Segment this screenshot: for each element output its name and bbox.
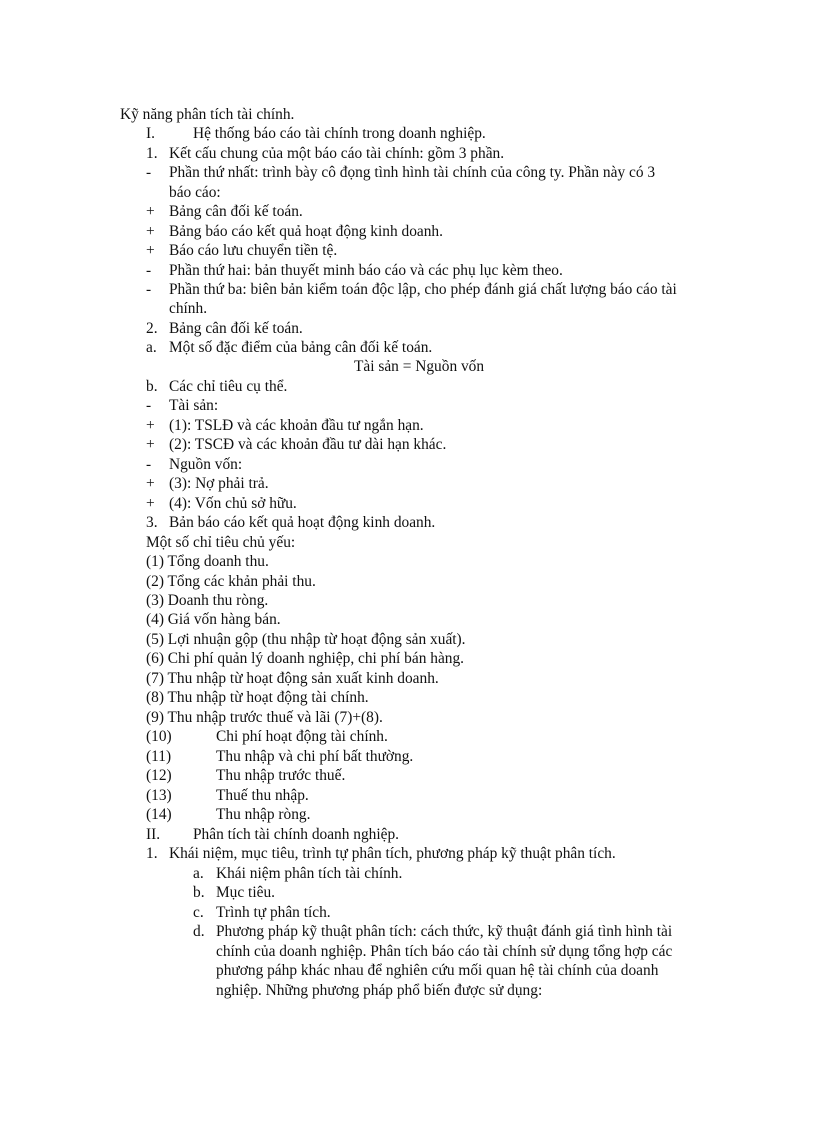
list-marker: c. bbox=[193, 904, 204, 921]
list-text: Bản báo cáo kết quả hoạt động kinh doanh. bbox=[169, 514, 436, 531]
indicator-line bbox=[146, 630, 466, 650]
list-text: (3): Nợ phải trả. bbox=[169, 475, 269, 492]
indicator-number: (12) bbox=[146, 767, 172, 784]
list-text: Tài sản: bbox=[169, 397, 219, 414]
balance-equation bbox=[354, 357, 484, 377]
list-text: (2): TSCĐ và các khoản đầu tư dài hạn khác. bbox=[169, 436, 447, 453]
indicator-line bbox=[146, 649, 464, 669]
sub-item-d-continuation bbox=[216, 981, 542, 1001]
list-text: chính của doanh nghiệp. Phân tích báo cáo tài chính sử dụng tổng hợp các bbox=[216, 943, 673, 960]
heading-text: Một số chỉ tiêu chủ yếu: bbox=[146, 534, 296, 551]
dash-marker: - bbox=[146, 281, 152, 298]
plus-marker: + bbox=[146, 223, 155, 240]
indicator-text: (8) Thu nhập từ hoạt động tài chính. bbox=[146, 689, 369, 706]
section-marker: II. bbox=[146, 826, 161, 843]
list-text: (1): TSLĐ và các khoản đầu tư ngắn hạn. bbox=[169, 417, 424, 434]
indicator-text: (7) Thu nhập từ hoạt động sản xuất kinh doanh. bbox=[146, 670, 439, 687]
list-marker: 1. bbox=[146, 845, 158, 862]
indicator-text: (9) Thu nhập trước thuế và lãi (7)+(8). bbox=[146, 709, 383, 726]
indicator-text: Thu nhập trước thuế. bbox=[216, 767, 346, 784]
indicator-number: (11) bbox=[146, 748, 172, 765]
indicator-text: (1) Tổng doanh thu. bbox=[146, 553, 269, 570]
indicator-text: (6) Chi phí quản lý doanh nghiệp, chi phí bán hàng. bbox=[146, 650, 465, 667]
list-marker: b. bbox=[193, 884, 205, 901]
list-text: Bảng cân đối kế toán. bbox=[169, 203, 303, 220]
list-marker: 1. bbox=[146, 145, 158, 162]
dash-marker: - bbox=[146, 262, 152, 279]
indicator-line bbox=[146, 708, 383, 728]
sub-item-d-continuation bbox=[216, 961, 658, 981]
section-marker: I. bbox=[146, 125, 155, 142]
indicator-line bbox=[146, 610, 281, 630]
plus-marker: + bbox=[146, 417, 155, 434]
section-text: Phân tích tài chính doanh nghiệp. bbox=[193, 826, 400, 843]
indicator-text: Thu nhập ròng. bbox=[216, 806, 311, 823]
dash-marker: - bbox=[146, 456, 152, 473]
plus-marker: + bbox=[146, 475, 155, 492]
equation-text: Tài sản = Nguồn vốn bbox=[354, 358, 485, 375]
list-text: Nguồn vốn: bbox=[169, 456, 243, 473]
list-text: Phần thứ ba: biên bản kiểm toán độc lập, cho phép đánh giá chất lượng báo cáo tài bbox=[169, 281, 677, 298]
list-marker: a. bbox=[193, 865, 204, 882]
sub-item-d-continuation bbox=[216, 942, 672, 962]
list-text: nghiệp. Những phương pháp phổ biến được sử dụng: bbox=[216, 982, 543, 999]
indicators-heading bbox=[146, 533, 295, 553]
indicator-line bbox=[146, 688, 369, 708]
list-text: Trình tự phân tích. bbox=[216, 904, 331, 921]
list-marker: 2. bbox=[146, 320, 158, 337]
indicator-text: Thu nhập và chi phí bất thường. bbox=[216, 748, 414, 765]
list-text: báo cáo: bbox=[169, 184, 221, 201]
list-text: Phần thứ hai: bản thuyết minh báo cáo và các phụ lục kèm theo. bbox=[169, 262, 563, 279]
dash-marker: - bbox=[146, 164, 152, 181]
indicator-line bbox=[146, 552, 269, 572]
indicator-text: (4) Giá vốn hàng bán. bbox=[146, 611, 281, 628]
indicator-line bbox=[146, 572, 316, 592]
list-text: Khái niệm, mục tiêu, trình tự phân tích, phương pháp kỹ thuật phân tích. bbox=[169, 845, 616, 862]
list-text: Một số đặc điểm của bảng cân đối kế toán. bbox=[169, 339, 433, 356]
list-text: Phương pháp kỹ thuật phân tích: cách thức, kỹ thuật đánh giá tình hình tài bbox=[216, 923, 673, 940]
list-text: phương páhp khác nhau để nghiên cứu mối quan hệ tài chính của doanh bbox=[216, 962, 659, 979]
dash-marker: - bbox=[146, 397, 152, 414]
list-text: Bảng cân đối kế toán. bbox=[169, 320, 303, 337]
indicator-number: (14) bbox=[146, 806, 172, 823]
indicator-line bbox=[146, 669, 439, 689]
list-text: Các chỉ tiêu cụ thể. bbox=[169, 378, 288, 395]
plus-marker: + bbox=[146, 242, 155, 259]
list-text: chính. bbox=[169, 300, 208, 317]
plus-marker: + bbox=[146, 203, 155, 220]
list-text: Khái niệm phân tích tài chính. bbox=[216, 865, 403, 882]
plus-marker: + bbox=[146, 495, 155, 512]
indicator-text: (2) Tổng các khản phải thu. bbox=[146, 573, 316, 590]
list-text: Báo cáo lưu chuyển tiền tệ. bbox=[169, 242, 338, 259]
plus-marker: + bbox=[146, 436, 155, 453]
list-marker: 3. bbox=[146, 514, 158, 531]
list-text: Bảng báo cáo kết quả hoạt động kinh doanh. bbox=[169, 223, 443, 240]
list-text: Phần thứ nhất: trình bày cô đọng tình hình tài chính của công ty. Phần này có 3 bbox=[169, 164, 656, 181]
section-text: Hệ thống báo cáo tài chính trong doanh nghiệp. bbox=[193, 125, 486, 142]
list-marker: a. bbox=[146, 339, 157, 356]
list-marker: b. bbox=[146, 378, 158, 395]
list-marker: d. bbox=[193, 923, 205, 940]
list-text: Mục tiêu. bbox=[216, 884, 275, 901]
indicator-number: (10) bbox=[146, 728, 172, 745]
indicator-text: (5) Lợi nhuận gộp (thu nhập từ hoạt động sản xuất). bbox=[146, 631, 466, 648]
indicator-text: (3) Doanh thu ròng. bbox=[146, 592, 269, 609]
list-text: (4): Vốn chủ sở hữu. bbox=[169, 495, 297, 512]
document-title bbox=[120, 105, 294, 125]
indicator-text: Chi phí hoạt động tài chính. bbox=[216, 728, 388, 745]
indicator-text: Thuế thu nhập. bbox=[216, 787, 309, 804]
list-text: Kết cấu chung của một báo cáo tài chính: gồm 3 phần. bbox=[169, 145, 505, 162]
title-text: Kỹ năng phân tích tài chính. bbox=[120, 106, 295, 123]
indicator-number: (13) bbox=[146, 787, 172, 804]
indicator-line bbox=[146, 591, 268, 611]
